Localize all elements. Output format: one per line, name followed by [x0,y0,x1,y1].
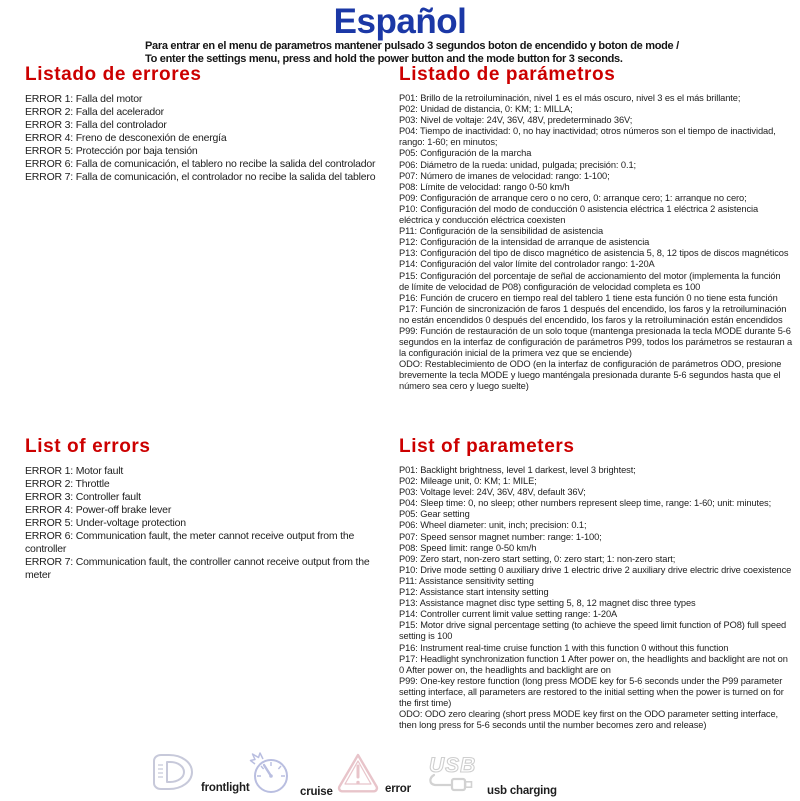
section-heading-errores-es: Listado de errores [25,64,202,85]
parameter-list-en [399,465,793,731]
list-item: P11: Configuración de la sensibilidad de asistencia [399,226,604,237]
legend-frontlight [146,752,249,797]
list-item: P07: Número de imanes de velocidad: rango: 1-100; [399,170,610,181]
list-item: P99: Función de restauración de un solo toque (mantenga presionada la tecla MODE durante 5-6 segundos en la interfaz de configuración de parámetros P99, todos los parámetros se restauran a la configuración inicial de la primera vez que se enciende) [399,325,793,359]
subtitle-line-english: To enter the settings menu, press and hold the power button and the mode button for 3 seconds. [145,52,623,65]
list-item: ERROR 1: Motor fault [25,465,124,477]
list-item: ERROR 3: Controller fault [25,491,141,503]
list-item: P13: Assistance magnet disc type setting 5, 8, 12 magnet disc three types [399,598,696,609]
list-item: P09: Zero start, non-zero start setting, 0: zero start; 1: non-zero start; [399,553,676,564]
list-item: P06: Wheel diameter: unit, inch; precision: 0.1; [399,520,587,531]
list-item: ODO: Restablecimiento de ODO (en la interfaz de configuración de parámetros ODO, presione brevemente la tecla MODE y luego manténgala presionada durante 5-6 segundos hasta que el número sea cero y luego suelte) [399,359,782,392]
error-list-en [25,465,393,582]
list-item: P13: Configuración del tipo de disco magnético de asistencia 5, 8, 12 tipos de discos magnéticos [399,248,789,259]
list-item: P07: Speed sensor magnet number: range: 1-100; [399,531,602,542]
error-list-es [25,93,393,184]
section-heading-parameters-en: List of parameters [399,436,575,457]
list-item: P02: Mileage unit, 0: KM; 1: MILE; [399,476,537,487]
section-heading-errors-en: List of errors [25,436,151,457]
list-item: P09: Configuración de arranque cero o no cero, 0: arranque cero; 1: arranque no cero; [399,192,747,203]
list-item: P17: Función de sincronización de faros 1 después del encendido, los faros y la retroiluminación no están encendidos 0 después del encendido, los faros y la retroiluminación están encendidos [399,303,787,325]
error-icon [336,751,380,798]
usb-charging-label: usb charging [487,785,557,797]
section-errors-en [25,436,393,582]
svg-text:USB: USB [429,754,477,777]
list-item: P12: Configuración de la intensidad de arranque de asistencia [399,237,650,248]
legend-cruise [243,746,333,801]
section-errores-es [25,64,393,184]
list-item: P14: Controller current limit value setting range: 1-20A [399,609,618,620]
list-item: P16: Instrument real-time cruise function 1 with this function 0 without this function [399,642,729,653]
list-item: P10: Configuración del modo de conducción 0 asistencia eléctrica 1 eléctrica 2 asistencia eléctrica y conducción eléctrica coexisten [399,203,759,226]
list-item: P17: Headlight synchronization function 1 After power on, the headlights and backlight are not on 0 After power on, the headlights and backlight are on [399,653,788,675]
list-item: P11: Assistance sensitivity setting [399,575,534,586]
usb-charging-icon [422,748,482,800]
list-item: P01: Backlight brightness, level 1 darkest, level 3 brightest; [399,465,636,475]
cruise-label: cruise [300,786,333,798]
list-item: P15: Configuración del porcentaje de señal de accionamiento del motor (implementa la función de límite de velocidad de P08) configuración de velocidad completa es 100 [399,270,781,292]
list-item: P03: Voltage level: 24V, 36V, 48V, default 36V; [399,487,586,498]
subtitle-line-spanish: Para entrar en el menu de parametros mantener pulsado 3 segundos boton de encendido y boton de mode / [145,40,679,52]
frontlight-icon [146,752,196,797]
list-item: P05: Gear setting [399,509,470,520]
list-item: ERROR 3: Falla del controlador [25,119,167,131]
list-item: P14: Configuración del valor límite del controlador rango: 1-20A [399,259,655,270]
list-item: P05: Configuración de la marcha [399,148,532,159]
legend-error [336,751,411,798]
list-item: P01: Brillo de la retroiluminación, nivel 1 es el más oscuro, nivel 3 es el más brillante; [399,93,741,103]
list-item: P04: Sleep time: 0, no sleep; other numbers represent sleep time, range: 1-60; unit: minutes; [399,498,772,509]
list-item: P10: Drive mode setting 0 auxiliary drive 1 electric drive 2 auxiliary drive electric drive coexistence [399,564,792,575]
list-item: ODO: ODO zero clearing (short press MODE key first on the ODO parameter setting interface, then long press for 5-6 seconds until the number becomes zero and release) [399,709,779,731]
subtitle [145,40,685,65]
list-item: P06: Diámetro de la rueda: unidad, pulgada; precisión: 0.1; [399,159,637,170]
error-label: error [385,783,411,795]
list-item: ERROR 2: Falla del acelerador [25,106,164,118]
frontlight-label: frontlight [201,782,250,794]
list-item: ERROR 4: Power-off brake lever [25,504,172,516]
list-item: ERROR 5: Under-voltage protection [25,517,186,529]
list-item: P99: One-key restore function (long press MODE key for 5-6 seconds under the P99 parameter setting interface, all parameters are restored to the initial setting when the power is turned on for the first time) [399,675,784,708]
list-item: P16: Función de crucero en tiempo real del tablero 1 tiene esta función 0 no tiene esta función [399,292,778,303]
list-item: P12: Assistance start intensity setting [399,587,549,598]
list-item: P04: Tiempo de inactividad: 0, no hay inactividad; otros números son el tiempo de inactividad, rango: 1-60; en minutos; [399,126,776,148]
list-item: ERROR 2: Throttle [25,478,110,490]
list-item: P03: Nivel de voltaje: 24V, 36V, 48V, predeterminado 36V; [399,115,633,126]
list-item: P15: Motor drive signal percentage setting (to achieve the speed limit function of PO8) full speed setting is 100 [399,620,787,642]
list-item: ERROR 6: Communication fault, the meter cannot receive output from the controller [25,530,355,555]
list-item: ERROR 1: Falla del motor [25,93,143,105]
list-item: ERROR 6: Falla de comunicación, el tablero no recibe la salida del controlador [25,158,376,170]
list-item: P08: Límite de velocidad: rango 0-50 km/h [399,181,570,192]
cruise-icon [243,746,295,801]
page-title: Español [333,2,467,41]
section-parameters-en [399,436,793,731]
legend-usb-charging [422,748,557,800]
section-parametros-es [399,64,793,393]
list-item: ERROR 7: Communication fault, the controller cannot receive output from the meter [25,556,370,581]
list-item: ERROR 4: Freno de desconexión de energía [25,132,227,144]
parameter-list-es [399,93,793,393]
list-item: P08: Speed limit: range 0-50 km/h [399,542,537,553]
section-heading-parametros-es: Listado de parámetros [399,64,616,85]
list-item: ERROR 5: Protección por baja tensión [25,145,198,157]
list-item: ERROR 7: Falla de comunicación, el controlador no recibe la salida del tablero [25,171,376,183]
list-item: P02: Unidad de distancia, 0: KM; 1: MILLA; [399,104,573,115]
